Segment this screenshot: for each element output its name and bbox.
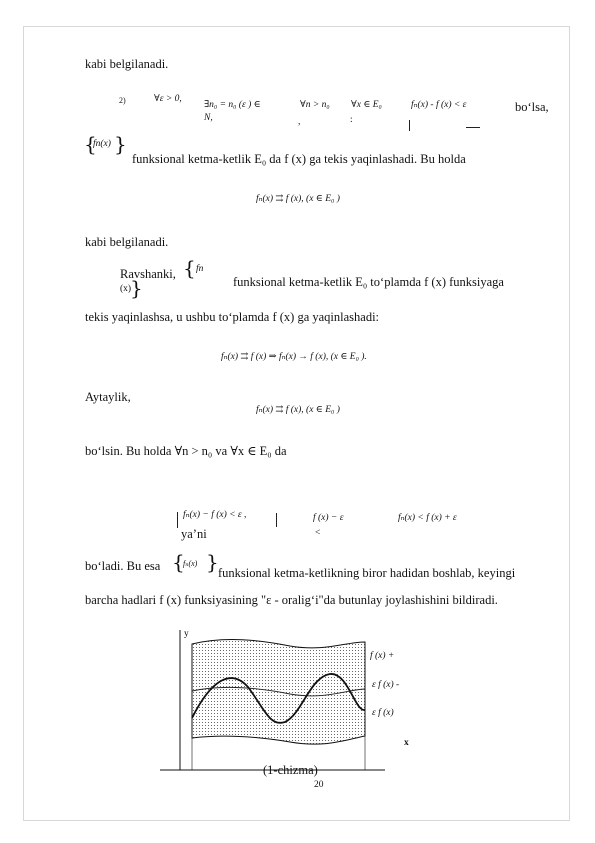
sequence-fn-x: fn(x) xyxy=(93,139,111,149)
comma: , xyxy=(298,117,301,127)
forall-x: ∀x ∈ E₀ xyxy=(351,100,382,110)
left-brace-3: { xyxy=(172,550,185,574)
formula-uniform-2: fₙ(x) ⇉ f (x), (x ∈ E₀ ) xyxy=(256,405,340,415)
label-upper-bound: f (x) + xyxy=(370,651,395,661)
right-brace-2: } xyxy=(130,276,143,300)
text-tekis-yaqinlashsa: tekis yaqinlashsa, u ushbu to‘plamda f (x) ga yaqinlashadi: xyxy=(85,310,380,324)
formula-implication: fₙ(x) ⇉ f (x) ⇒ fₙ(x) → f (x), (x ∈ E₀ ). xyxy=(221,352,367,362)
right-brace-3: } xyxy=(206,550,219,574)
exists-n0: ∃n₀ = n₀ (ε ) ∈ xyxy=(204,100,261,110)
x-argument: (x) xyxy=(120,284,132,294)
left-brace-2: { xyxy=(183,256,196,280)
right-brace: } xyxy=(114,132,127,156)
x-axis-label: x xyxy=(404,738,409,748)
sequence-fn: fn xyxy=(196,264,204,274)
label-limit-function: ε f (x) - xyxy=(372,680,400,690)
text-kabi-belgilanadi-1: kabi belgilanadi. xyxy=(85,57,169,71)
abs-bar-right xyxy=(276,513,277,527)
abs-bar xyxy=(409,120,410,131)
abs-bar-left xyxy=(177,512,178,528)
naturals-N: N, xyxy=(204,113,213,123)
colon: : xyxy=(350,115,353,125)
text-bolsin: bo‘lsin. Bu holda ∀n > n₀ va ∀x ∈ E₀ da xyxy=(85,444,287,458)
figure-epsilon-band xyxy=(150,622,450,782)
text-kabi-belgilanadi-2: kabi belgilanadi. xyxy=(85,235,169,249)
text-ravshanki: Ravshanki, xyxy=(120,267,176,281)
underline-mark xyxy=(466,127,480,128)
formula-uniform-1: fₙ(x) ⇉ f (x), (x ∈ E₀ ) xyxy=(256,194,340,204)
label-lower-bound: ε f (x) xyxy=(372,708,394,718)
text-yani: ya’ni xyxy=(181,527,207,541)
text-bolsa: bo‘lsa, xyxy=(515,100,549,114)
figure-caption: (1-chizma) xyxy=(263,763,318,777)
inequality-lt: < xyxy=(315,528,321,538)
page-number: 20 xyxy=(314,780,324,790)
text-barcha-hadlari: barcha hadlari f (x) funksiyasining "ε - oralig‘i"da butunlay joylashishini bildiradi. xyxy=(85,593,498,607)
quantifier-epsilon: ∀ε > 0, xyxy=(154,94,182,104)
text-boladi: bo‘ladi. Bu esa xyxy=(85,559,161,573)
sequence-fn-x-2: fₙ(x) xyxy=(183,559,198,568)
y-axis-label: y xyxy=(184,629,189,639)
inequality-lower: f (x) − ε xyxy=(313,513,344,523)
uniform-inequality: fₙ(x) - f (x) < ε xyxy=(411,100,467,110)
left-brace: { xyxy=(84,132,97,156)
text-funksional-tekis: funksional ketma-ketlik E₀ da f (x) ga tekis yaqinlashadi. Bu holda xyxy=(132,152,466,166)
text-funksional-ketma-ketlikning: funksional ketma-ketlikning biror hadidan boshlab, keyingi xyxy=(218,566,516,580)
text-funksional-ketma-ketlik: funksional ketma-ketlik E₀ to‘plamda f (x) funksiyaga xyxy=(233,275,504,289)
inequality-upper: fₙ(x) < f (x) + ε xyxy=(398,513,457,523)
item-number: 2) xyxy=(119,96,126,105)
forall-n: ∀n > n₀ xyxy=(300,100,330,110)
text-aytaylik: Aytaylik, xyxy=(85,390,131,404)
inequality-abs: fₙ(x) − f (x) < ε , xyxy=(183,510,247,520)
